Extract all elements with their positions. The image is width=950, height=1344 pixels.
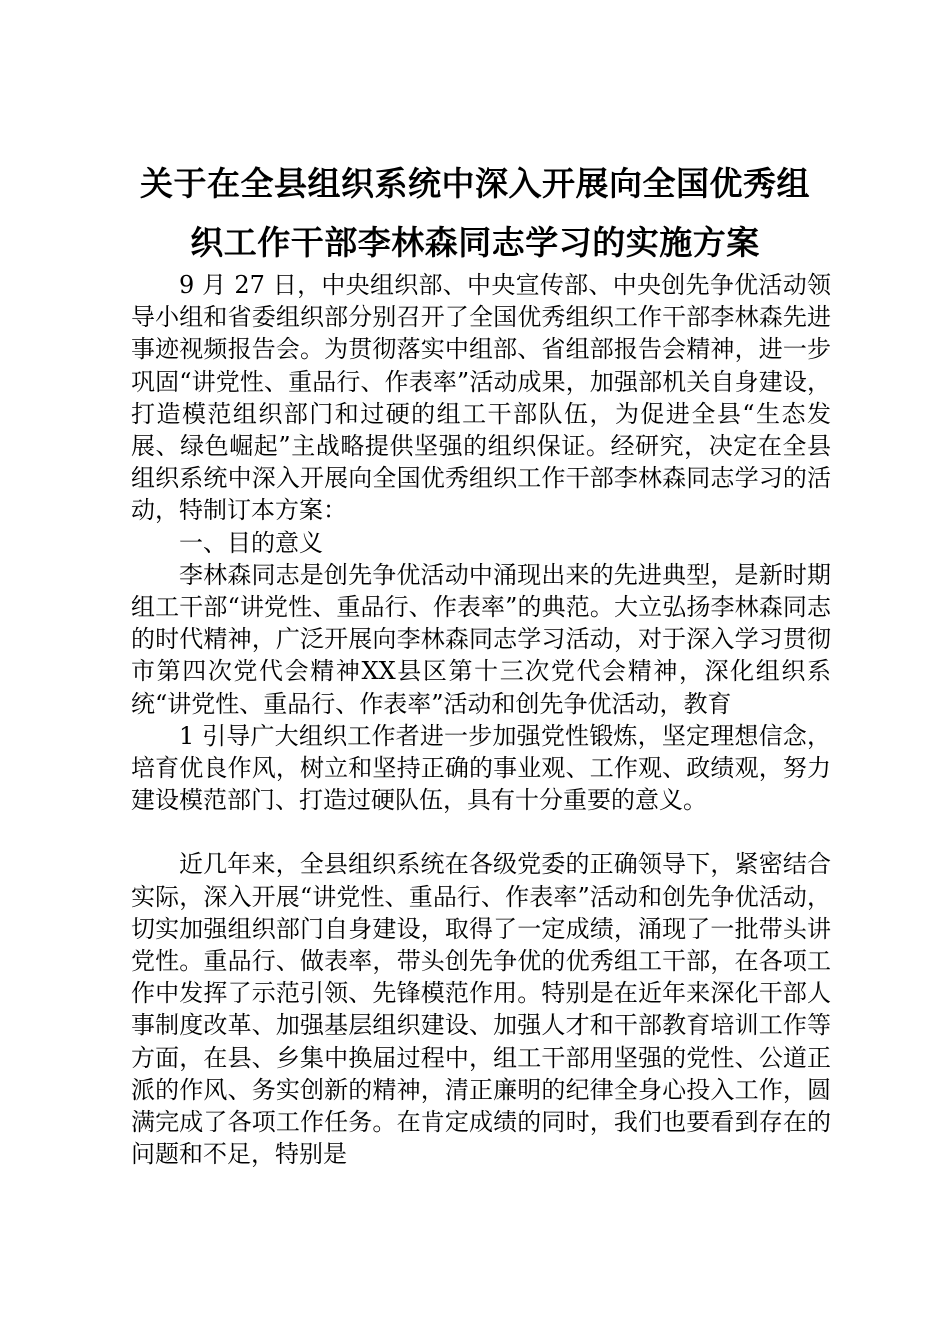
document-body	[131, 269, 831, 1170]
document-title-line-2: 织工作干部李林森同志学习的实施方案	[190, 223, 760, 262]
body-paragraph: 李林森同志是创先争优活动中涌现出来的先进典型，是新时期组工干部“讲党性、重品行、作表率”的典范。大立弘扬李林森同志的时代精神，广泛开展向李林森同志学习活动，对于深入学习贯彻市第四次党代会精神XX县区第十三次党代会精神，深化组织系统“讲党性、重品行、作表率”活动和创先争优活动，教育	[131, 560, 831, 718]
body-paragraph: 1 引导广大组织工作者进一步加强党性锻炼，坚定理想信念，培育优良作风，树立和坚持正确的事业观、工作观、政绩观，努力建设模范部门、打造过硬队伍，具有十分重要的意义。	[131, 721, 831, 815]
paragraph-gap	[131, 816, 831, 848]
intro-paragraph: 9 月 27 日，中央组织部、中央宣传部、中央创先争优活动领导小组和省委组织部分别召开了全国优秀组织工作干部李林森先进事迹视频报告会。为贯彻落实中组部、省组部报告会精神，进一步巩固“讲党性、重品行、作表率”活动成果，加强部机关自身建设，打造模范组织部门和过硬的组工干部队伍，为促进全县“生态发展、绿色崛起”主战略提供坚强的组织保证。经研究，决定在全县组织系统中深入开展向全国优秀组织工作干部李林森同志学习的活动，特制订本方案：	[131, 271, 831, 525]
body-paragraph: 近几年来，全县组织系统在各级党委的正确领导下，紧密结合实际，深入开展“讲党性、重品行、作表率”活动和创先争优活动，切实加强组织部门自身建设，取得了一定成绩，涌现了一批带头讲党性。重品行、做表率，带头创先争优的优秀组工干部，在各项工作中发挥了示范引领、先锋模范作用。特别是在近年来深化干部人事制度改革、加强基层组织建设、加强人才和干部教育培训工作等方面，在县、乡集中换届过程中，组工干部用坚强的党性、公道正派的作风、务实创新的精神，清正廉明的纪律全身心投入工作，圆满完成了各项工作任务。在肯定成绩的同时，我们也要看到存在的问题和不足，特别是	[131, 850, 831, 1169]
document-title-line-1: 关于在全县组织系统中深入开展向全国优秀组	[140, 164, 810, 203]
section-heading: 一、目的意义	[179, 528, 323, 557]
